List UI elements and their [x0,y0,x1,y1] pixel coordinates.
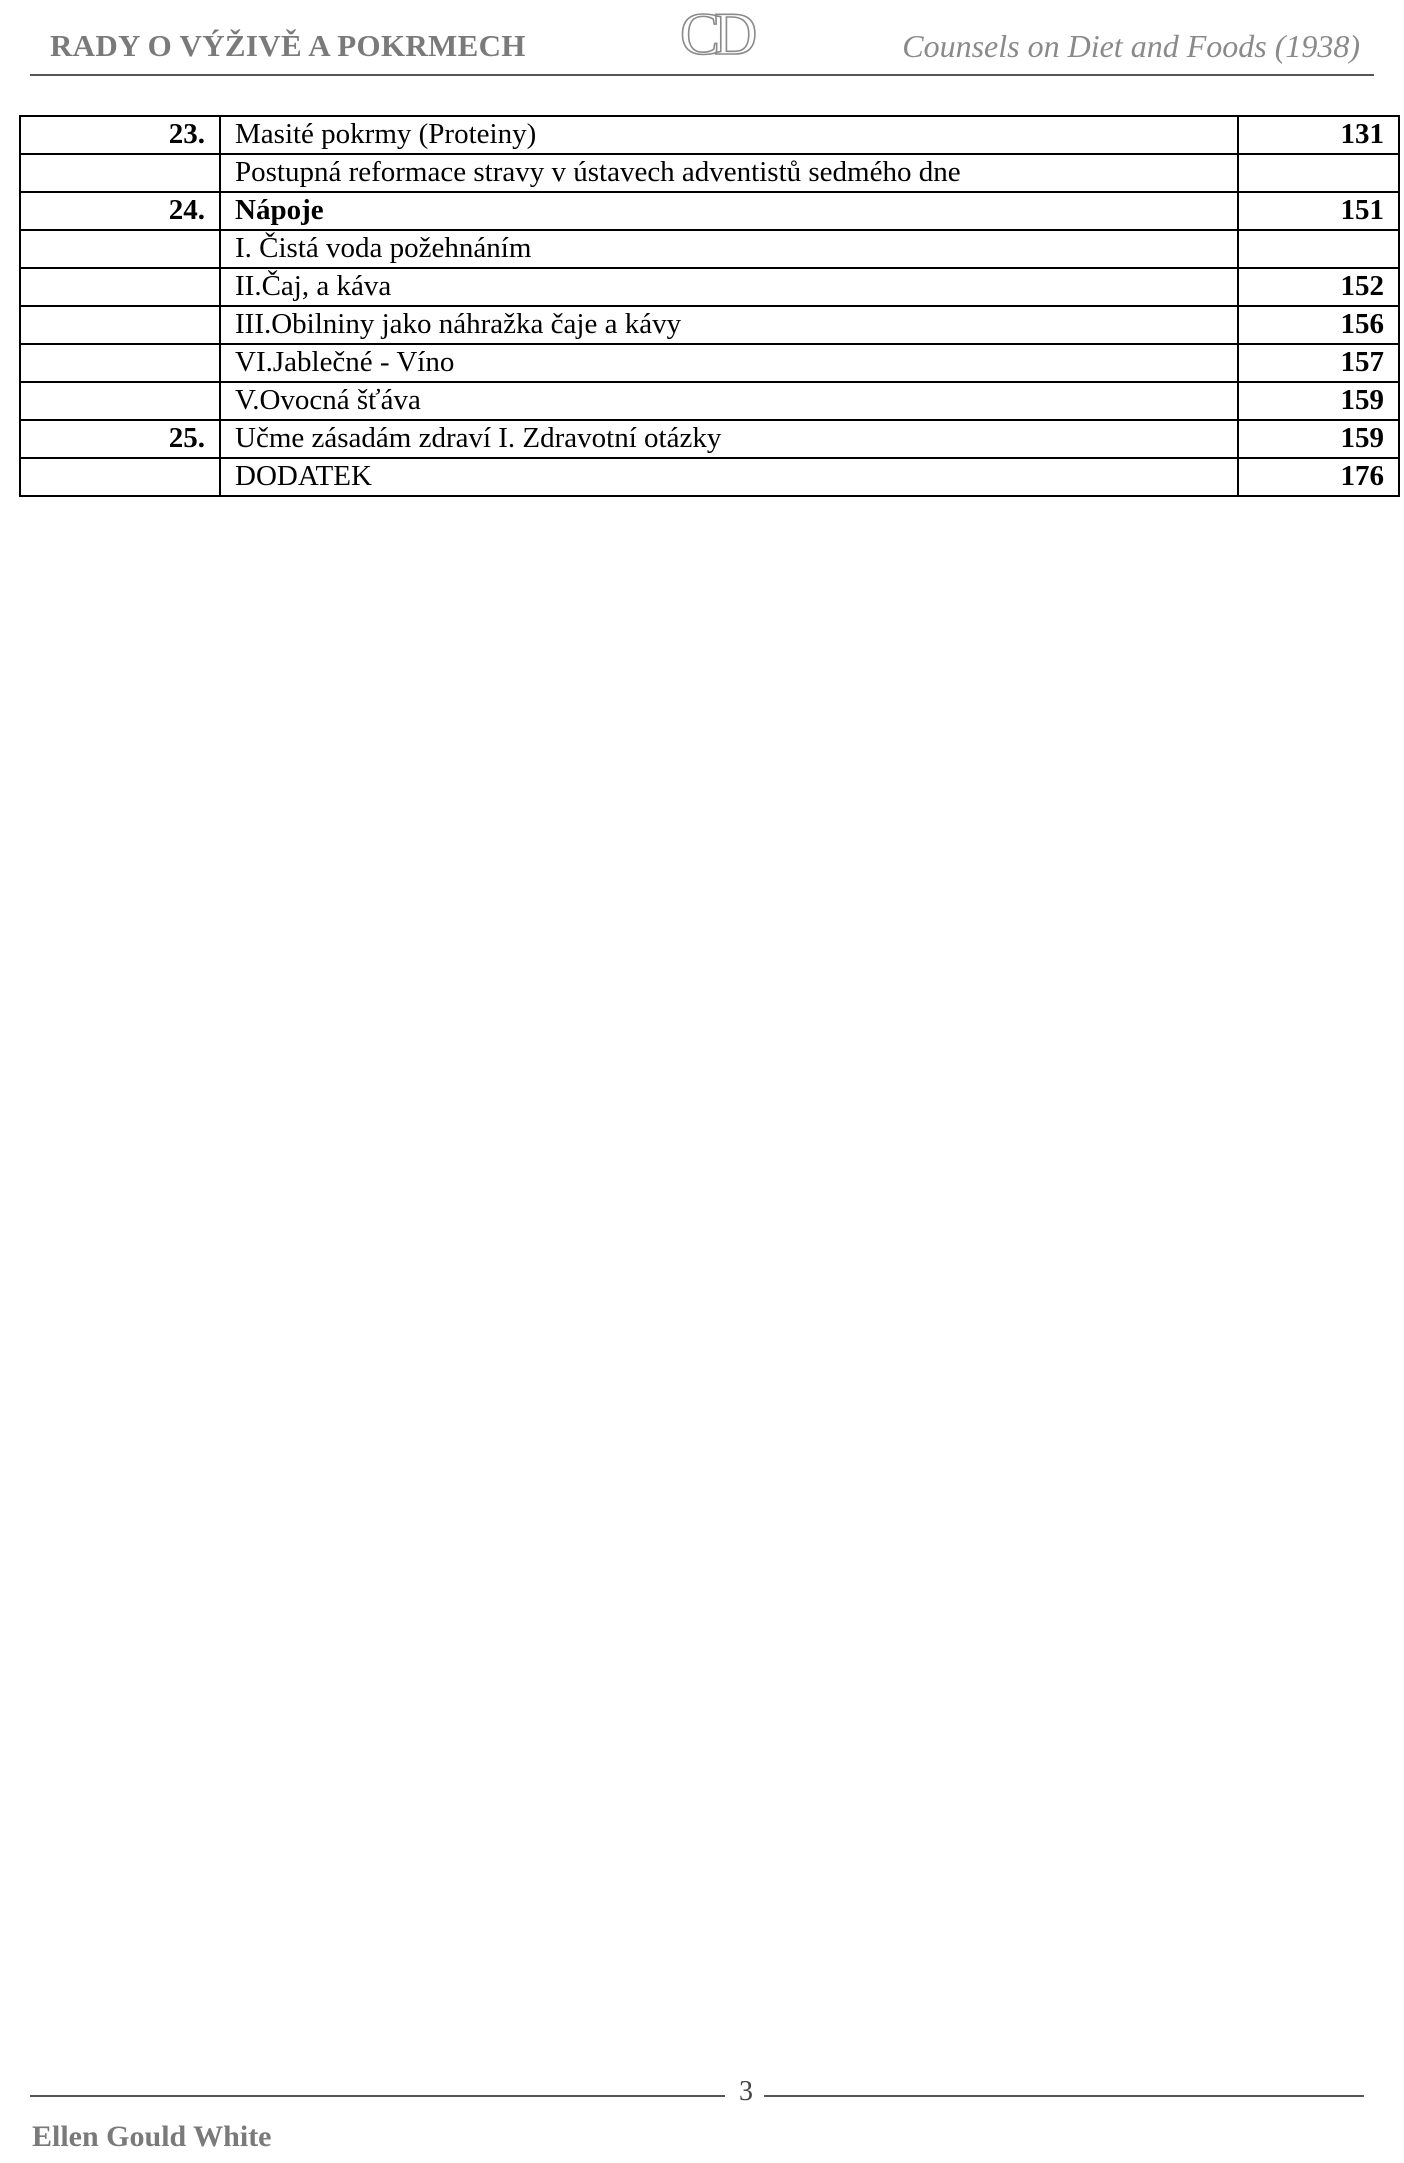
chapter-title[interactable]: Nápoje [220,192,1238,230]
chapter-title[interactable]: II.Čaj, a káva [220,268,1238,306]
header-divider [30,74,1374,76]
header-title-czech: RADY O VÝŽIVĚ A POKRMECH [50,28,526,63]
toc-row[interactable] [20,230,1399,268]
toc-row[interactable] [20,268,1399,306]
footer-divider-right [764,2095,1364,2097]
header-title-english: Counsels on Diet and Foods (1938) [902,28,1360,64]
chapter-number: 25. [20,420,220,458]
toc-row[interactable] [20,344,1399,382]
table-of-contents [19,115,1400,497]
page-number [1238,154,1399,192]
toc-row[interactable] [20,192,1399,230]
cd-logo: CD [680,1,752,67]
chapter-number [20,268,220,306]
chapter-number: 24. [20,192,220,230]
page-number: 156 [1238,306,1399,344]
chapter-title[interactable]: Masité pokrmy (Proteiny) [220,116,1238,154]
chapter-number: 23. [20,116,220,154]
page-number: 159 [1238,382,1399,420]
footer-author: Ellen Gould White [32,2120,272,2153]
toc-row[interactable] [20,306,1399,344]
page-number: 131 [1238,116,1399,154]
chapter-number [20,382,220,420]
chapter-title[interactable]: I. Čistá voda požehnáním [220,230,1238,268]
page-number: 151 [1238,192,1399,230]
toc-row[interactable] [20,116,1399,154]
chapter-number [20,344,220,382]
chapter-title[interactable]: V.Ovocná šťáva [220,382,1238,420]
chapter-number [20,230,220,268]
page-number: 159 [1238,420,1399,458]
footer-page-number: 3 [739,2076,753,2107]
footer-divider-left [30,2095,725,2097]
toc-row[interactable] [20,382,1399,420]
chapter-number [20,458,220,496]
toc-row[interactable] [20,154,1399,192]
chapter-title[interactable]: VI.Jablečné - Víno [220,344,1238,382]
toc-row[interactable] [20,420,1399,458]
chapter-title[interactable]: DODATEK [220,458,1238,496]
chapter-number [20,306,220,344]
chapter-title[interactable]: Postupná reformace stravy v ústavech adventistů sedmého dne [220,154,1238,192]
chapter-title[interactable]: Učme zásadám zdraví I. Zdravotní otázky [220,420,1238,458]
chapter-title[interactable]: III.Obilniny jako náhražka čaje a kávy [220,306,1238,344]
page-number: 176 [1238,458,1399,496]
page-number: 152 [1238,268,1399,306]
page-footer [0,2070,1404,2163]
page-number [1238,230,1399,268]
chapter-number [20,154,220,192]
page-header [0,0,1404,80]
toc-row[interactable] [20,458,1399,496]
page-number: 157 [1238,344,1399,382]
